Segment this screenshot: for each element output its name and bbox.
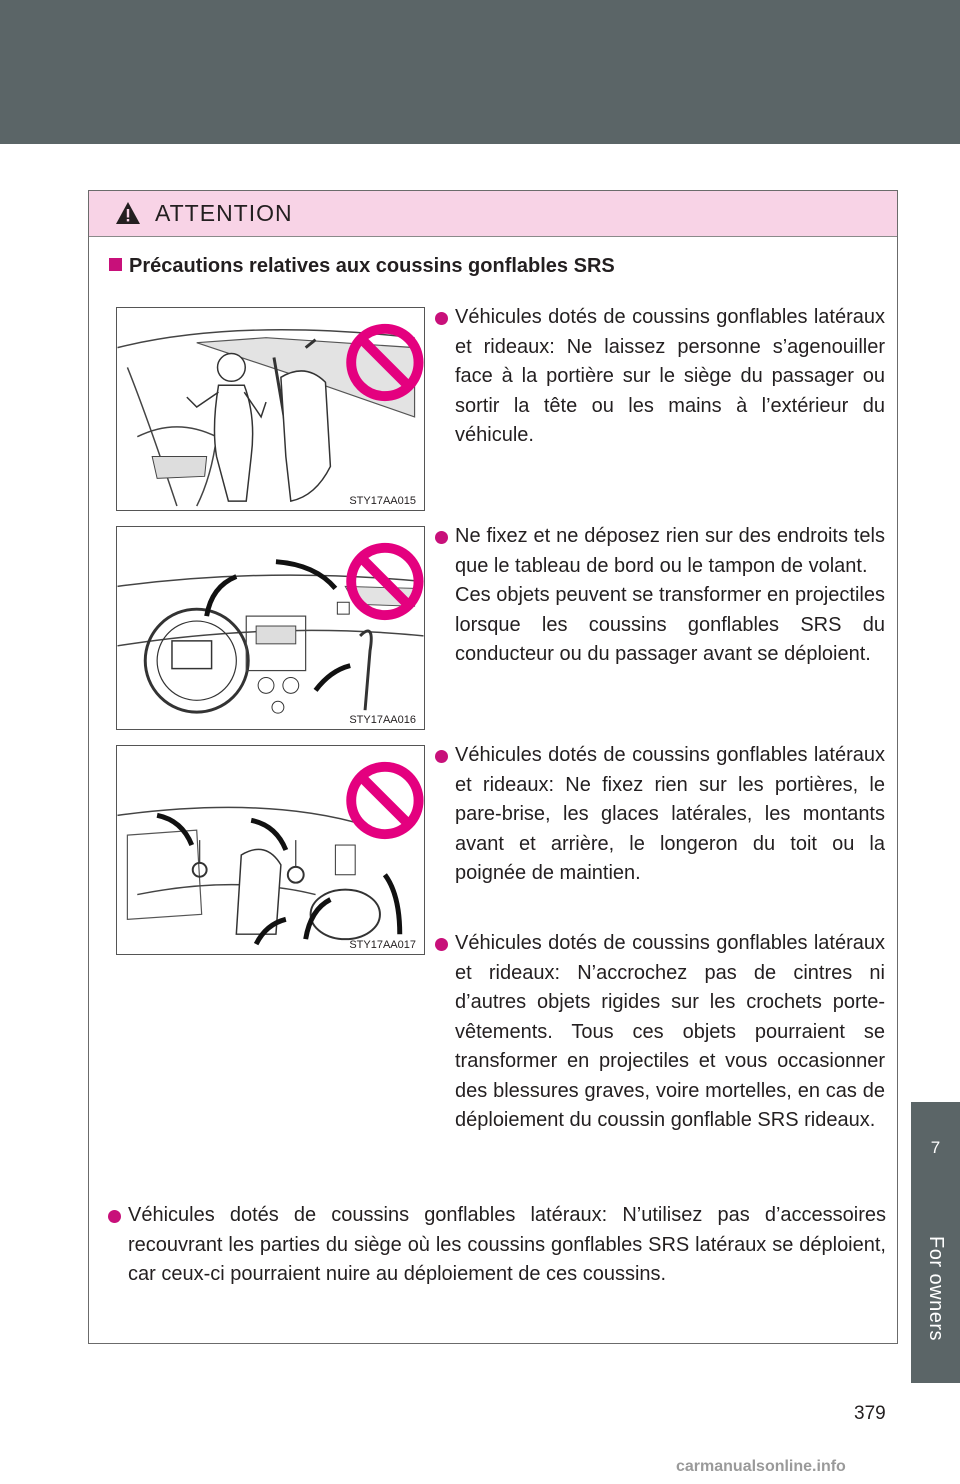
illustration-drawing: [117, 527, 424, 729]
bullet-item: [435, 522, 885, 670]
figure-code: STY17AA016: [349, 714, 416, 726]
warning-triangle-icon: [115, 201, 141, 225]
page-number: 379: [854, 1403, 886, 1424]
illustration-kneeling-passenger: [116, 307, 425, 511]
round-bullet-icon: [108, 1210, 121, 1223]
bullet-item: [435, 929, 885, 1136]
bullet-item: [108, 1201, 886, 1290]
round-bullet-icon: [435, 938, 448, 951]
square-bullet-icon: [109, 258, 122, 271]
top-header-band: [0, 0, 960, 144]
illustration-hanging-objects: [116, 745, 425, 955]
footer-watermark: carmanualsonline.info: [676, 1458, 846, 1475]
chapter-label: For owners: [925, 1236, 947, 1342]
illustration-dashboard-objects: [116, 526, 425, 730]
round-bullet-icon: [435, 750, 448, 763]
bullet-text: Véhicules dotés de coussins gonflables latéraux et rideaux: N’accrochez pas de cintres ni d’autres objets rigides sur les crochets porte-vêtements. Tous ces objets pourraient se transformer en projectiles et vous occasionner des blessures graves, voire mortelles, en cas de déploiement du coussin gonflable SRS rideaux.: [455, 932, 885, 1131]
round-bullet-icon: [435, 312, 448, 325]
bullet-text: Ne fixez et ne déposez rien sur des endroits tels que le tableau de bord ou le tampon de volant.: [455, 525, 885, 577]
figure-code: STY17AA017: [349, 939, 416, 951]
chapter-side-tab: [911, 1102, 960, 1383]
bullet-text: Véhicules dotés de coussins gonflables latéraux et rideaux: Ne laissez personne s’agenouiller face à la portière sur le siège du passager ou sortir la tête ou les mains à l’extérieur du véhicule.: [455, 306, 885, 446]
chapter-number: 7: [930, 1138, 941, 1157]
figure-code: STY17AA015: [349, 495, 416, 507]
bullet-continuation-text: Ces objets peuvent se transformer en projectiles lorsque les coussins gonflables SRS du conducteur ou du passager avant se déploient.: [455, 584, 885, 665]
illustration-drawing: [117, 308, 424, 510]
attention-box: [88, 190, 898, 1344]
section-heading: Précautions relatives aux coussins gonflables SRS: [109, 255, 615, 278]
attention-title: ATTENTION: [155, 200, 293, 226]
bullet-text: Véhicules dotés de coussins gonflables latéraux et rideaux: Ne fixez rien sur les portières, le pare-brise, les glaces latérales, les montants avant et arrière, le longeron du toit ou la poignée de maintien.: [455, 744, 885, 884]
bullet-item: [435, 741, 885, 889]
illustration-drawing: [117, 746, 424, 954]
bullet-item: [435, 303, 885, 451]
attention-header: [89, 191, 897, 237]
bullet-text: Véhicules dotés de coussins gonflables latéraux: N’utilisez pas d’accessoires recouvrant les parties du siège où les coussins gonflables SRS latéraux se déploient, car ceux-ci pourraient nuire au déploiement de ces coussins.: [128, 1204, 886, 1285]
round-bullet-icon: [435, 531, 448, 544]
